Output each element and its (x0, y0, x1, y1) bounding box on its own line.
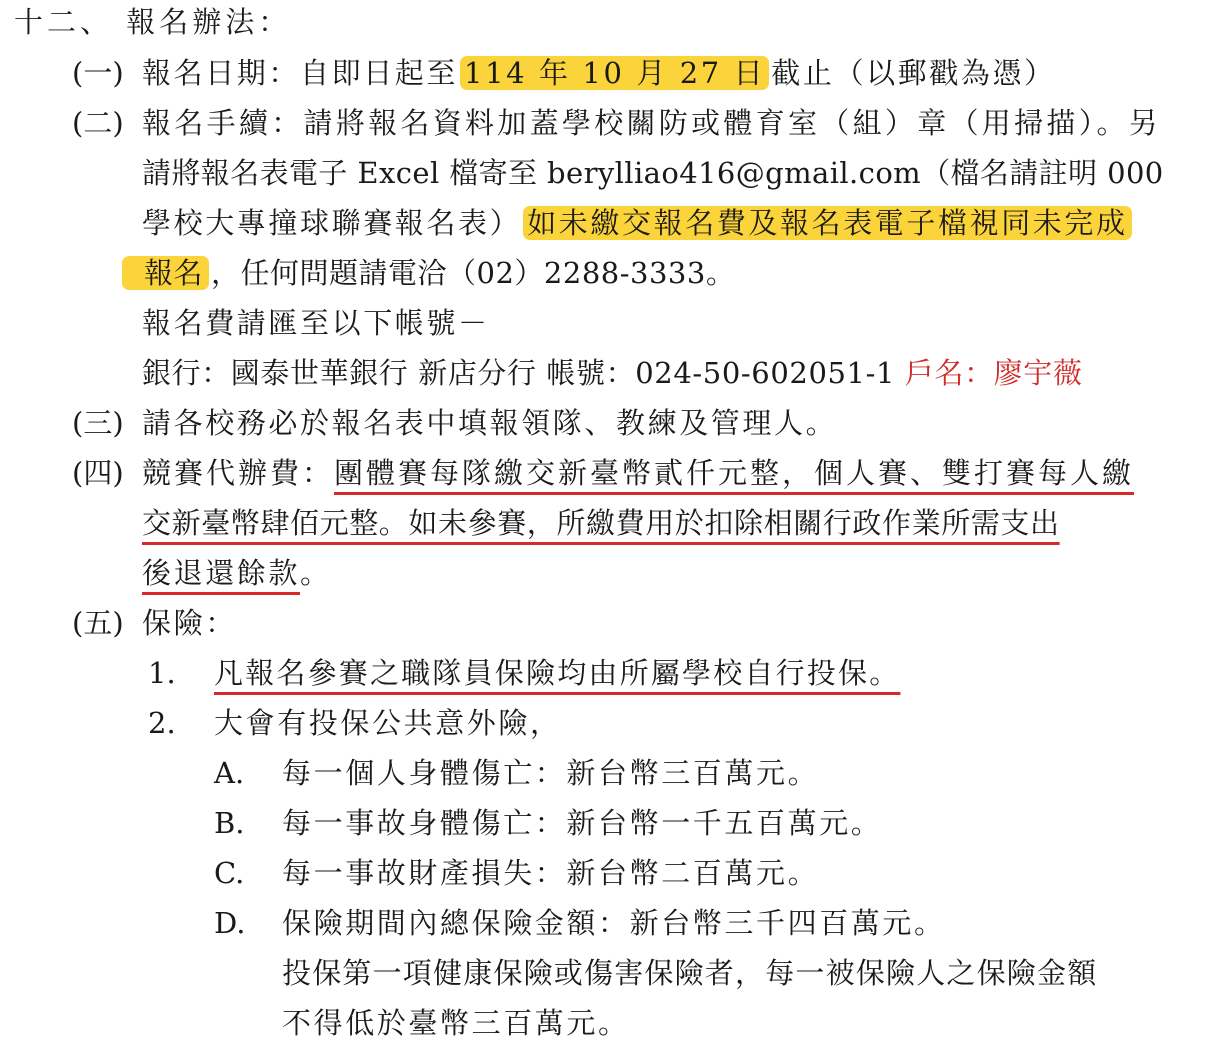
insurance-note-line-2: 不得低於臺幣三百萬元。 (282, 1006, 630, 1040)
item-3-label: (三) (72, 406, 124, 440)
subsub-d-letter: D. (214, 906, 246, 940)
item-2-line-4-plain: ，任何問題請電洽（02）2288-3333。 (211, 256, 736, 290)
item-3-text: 請各校務必於報名表中填報領隊、教練及管理人。 (142, 406, 838, 440)
item-4-line-1 (142, 453, 1134, 493)
item-2-line-1: 報名手續：請將報名資料加蓋學校關防或體育室（組）章（用掃描）。另 (142, 106, 1162, 140)
fee-underlined-3: 後退還餘款 (142, 556, 301, 590)
item-1-label: (一) (72, 56, 124, 90)
fee-instruction: 報名費請匯至以下帳號－ (142, 306, 490, 340)
insurance-underlined: 凡報名參賽之職隊員保險均由所屬學校自行投保。 (214, 656, 901, 690)
sub-2-number: 2. (148, 706, 176, 740)
item-1-text-after: 截止（以郵戳為憑） (771, 56, 1056, 90)
fee-underlined-1: 團體賽每隊繳交新臺幣貳仟元整，個人賽、雙打賽每人繳 (334, 456, 1135, 490)
subsub-a-text: 每一個人身體傷亡：新台幣三百萬元。 (282, 756, 820, 790)
subsub-b-letter: B. (214, 806, 245, 840)
item-4-line-2 (142, 503, 1060, 543)
item-2-line-2: 請將報名表電子 Excel 檔寄至 berylliao416@gmail.com（檔名請註明 000 (142, 156, 1164, 190)
bank-account-line (142, 353, 1082, 393)
item-4-line-3-end: 。 (300, 556, 332, 590)
bank-info: 銀行：國泰世華銀行 新店分行 帳號：024-50-602051-1 (142, 356, 896, 390)
item-2-line-4 (120, 253, 735, 293)
item-2-line-3-plain: 學校大專撞球聯賽報名表） (142, 206, 522, 240)
sub-2-text: 大會有投保公共意外險， (214, 706, 562, 740)
warning-highlight-end: 報名 (122, 256, 209, 290)
item-5-label: (五) (72, 606, 124, 640)
subsub-c-text: 每一事故財產損失：新台幣二百萬元。 (282, 856, 820, 890)
account-name: 戶名：廖宇薇 (904, 356, 1083, 390)
item-4-label: (四) (72, 456, 124, 490)
item-1-text-before: 報名日期：自即日起至 (142, 56, 459, 90)
item-4-line-3 (142, 553, 332, 593)
warning-highlight: 如未繳交報名費及報名表電子檔視同未完成 (523, 206, 1131, 240)
sub-1-number: 1. (148, 656, 176, 690)
fee-underlined-2: 交新臺幣肆佰元整。如未參賽，所繳費用於扣除相關行政作業所需支出 (142, 506, 1060, 540)
item-2-line-3 (142, 203, 1134, 243)
subsub-a-letter: A. (214, 756, 245, 790)
insurance-note-line-1: 投保第一項健康保險或傷害保險者，每一被保險人之保險金額 (282, 956, 1098, 990)
item-4-line-1-plain: 競賽代辦費： (142, 456, 335, 490)
subsub-d-text: 保險期間內總保險金額：新台幣三千四百萬元。 (282, 906, 946, 940)
item-5-text: 保險： (142, 606, 237, 640)
section-title: 十二、 報名辦法： (14, 5, 292, 39)
deadline-highlight: 114 年 10 月 27 日 (460, 56, 769, 90)
subsub-b-text: 每一事故身體傷亡：新台幣一千五百萬元。 (282, 806, 883, 840)
item-1-text (142, 53, 1056, 93)
item-2-label: (二) (72, 106, 124, 140)
sub-1-text (214, 653, 900, 693)
subsub-c-letter: C. (214, 856, 245, 890)
